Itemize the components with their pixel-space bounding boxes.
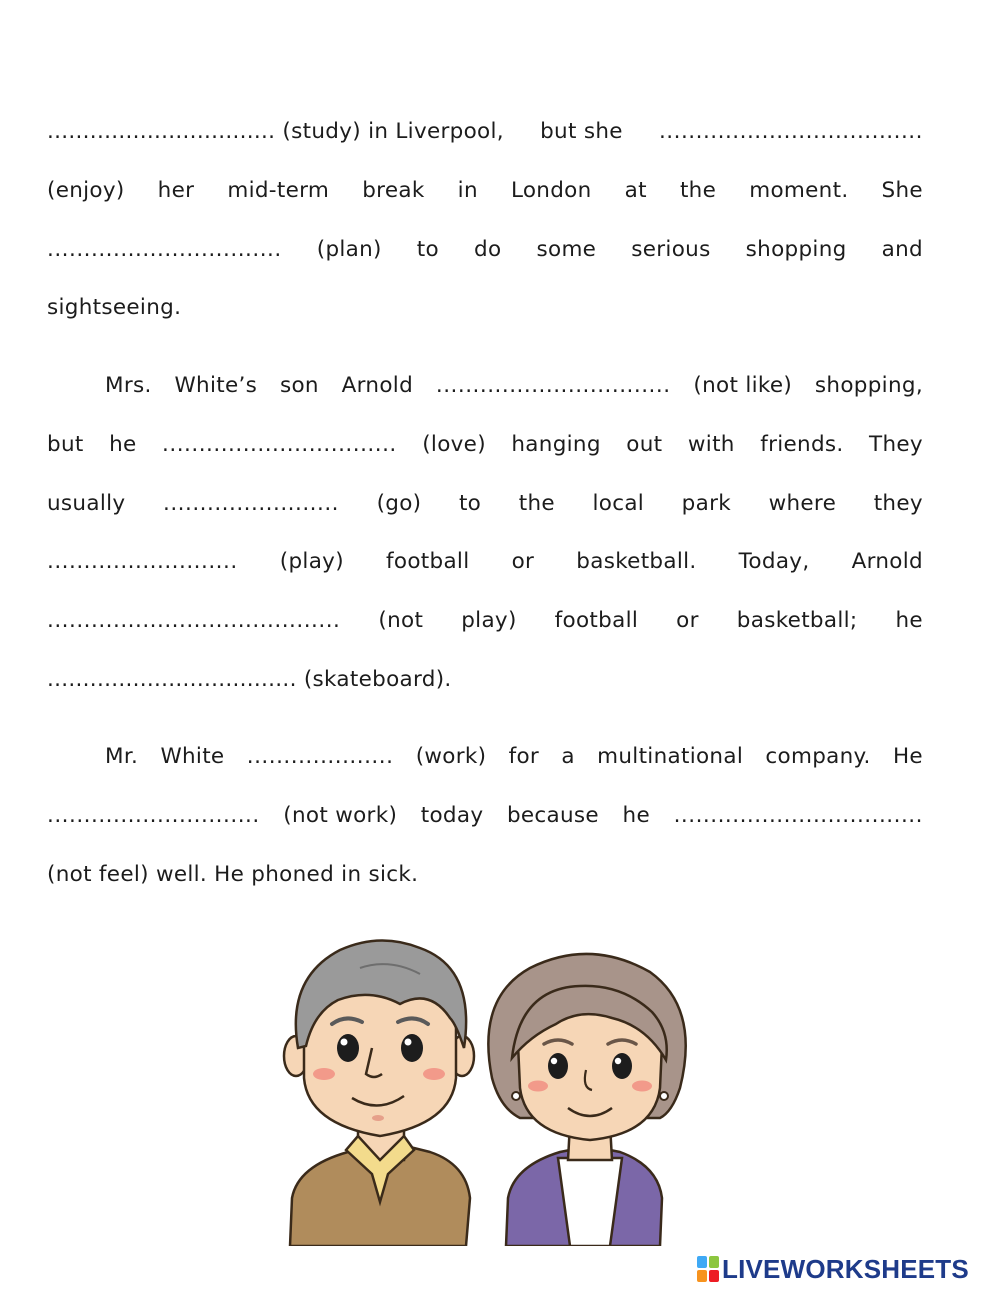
word: because (506, 802, 599, 828)
word: (play) (279, 549, 344, 575)
answer-blank[interactable]: ................................ (162, 431, 397, 457)
word: at (624, 177, 647, 203)
word: local (592, 490, 645, 516)
answer-blank[interactable]: .................................. (673, 802, 923, 828)
text-line (47, 416, 923, 475)
text-line (47, 162, 923, 221)
word: football (554, 608, 639, 633)
word: (love) (422, 431, 486, 457)
word: and (881, 236, 923, 262)
word: out (626, 431, 663, 457)
word: in (457, 177, 478, 203)
answer-blank[interactable]: .................... (246, 744, 394, 769)
word: White’s (174, 373, 258, 398)
word: hanging (511, 431, 601, 457)
word: to (416, 236, 439, 262)
word: to (458, 490, 482, 516)
word: Mrs. (105, 373, 152, 398)
logo-mark-icon (697, 1256, 719, 1282)
word: but (47, 431, 84, 457)
word: basketball. (576, 549, 697, 575)
answer-blank[interactable]: ........................................ (47, 608, 341, 633)
elderly-couple-illustration (280, 928, 690, 1246)
text-line (47, 475, 923, 534)
word: (not like) (693, 373, 793, 398)
word: (go) (376, 490, 422, 516)
answer-blank[interactable]: ................................ (435, 373, 671, 398)
word: (not (378, 608, 424, 633)
word: basketball; (736, 608, 858, 633)
text-line (47, 103, 923, 162)
text-line (47, 728, 923, 787)
word: her (157, 177, 195, 203)
word: (enjoy) (47, 177, 125, 203)
woman-figure (488, 954, 685, 1246)
text-line (47, 651, 923, 710)
word: serious (631, 236, 711, 262)
word: Arnold (851, 549, 923, 575)
word: Today, (738, 549, 810, 575)
word: some (536, 236, 597, 262)
word: London (510, 177, 592, 203)
word: moment. (749, 177, 849, 203)
word: they (873, 490, 923, 516)
text-line (47, 846, 923, 905)
word: he (895, 608, 923, 633)
logo-text: LIVEWORKSHEETS (722, 1253, 969, 1284)
word: Arnold (341, 373, 414, 398)
word: usually (47, 490, 126, 516)
word: play) (461, 608, 517, 633)
word: son (279, 373, 319, 398)
answer-blank[interactable]: .................................... (658, 119, 923, 144)
word: he (109, 431, 137, 457)
word: break (362, 177, 425, 203)
text-line (47, 592, 923, 651)
word: shopping (745, 236, 847, 262)
word: football (386, 549, 470, 575)
text-line (47, 221, 923, 280)
word: park (681, 490, 731, 516)
text-line (47, 533, 923, 592)
word: White (160, 744, 225, 769)
word: (not feel) well. He phoned in sick. (47, 861, 419, 887)
man-figure (284, 940, 474, 1246)
paragraph-1 (47, 103, 923, 338)
word: Mr. (105, 744, 139, 769)
word: today (420, 802, 484, 828)
word: They (869, 431, 923, 457)
answer-blank[interactable]: ................................ (47, 236, 282, 262)
word: where (768, 490, 837, 516)
paragraph-2 (47, 357, 923, 710)
word: the (679, 177, 717, 203)
text-line (47, 279, 923, 338)
answer-blank[interactable]: ........................ (162, 490, 340, 516)
answer-blank[interactable]: ............................. (47, 802, 260, 828)
word: mid-term (227, 177, 330, 203)
liveworksheets-logo (697, 1254, 969, 1284)
word: (work) (415, 744, 487, 769)
word: for (508, 744, 540, 769)
word: She (881, 177, 923, 203)
word: the (518, 490, 555, 516)
word: ................................ (study) in Liverpool, (47, 119, 504, 144)
word: He (892, 744, 923, 769)
word: (not work) (283, 802, 398, 828)
text-line (47, 787, 923, 846)
word: do (474, 236, 502, 262)
word: but she (540, 119, 623, 144)
word: sightseeing. (47, 295, 182, 321)
word: a (561, 744, 575, 769)
word: he (622, 802, 651, 828)
word: or (511, 549, 535, 575)
word: multinational (597, 744, 744, 769)
word: (plan) (316, 236, 382, 262)
word: or (676, 608, 699, 633)
word: shopping, (814, 373, 923, 398)
answer-blank[interactable]: .......................... (47, 549, 238, 575)
text-line (47, 357, 923, 416)
word: ................................... (skateboard). (47, 666, 452, 692)
paragraph-3 (47, 728, 923, 904)
word: friends. (760, 431, 844, 457)
word: company. (765, 744, 871, 769)
word: with (687, 431, 735, 457)
